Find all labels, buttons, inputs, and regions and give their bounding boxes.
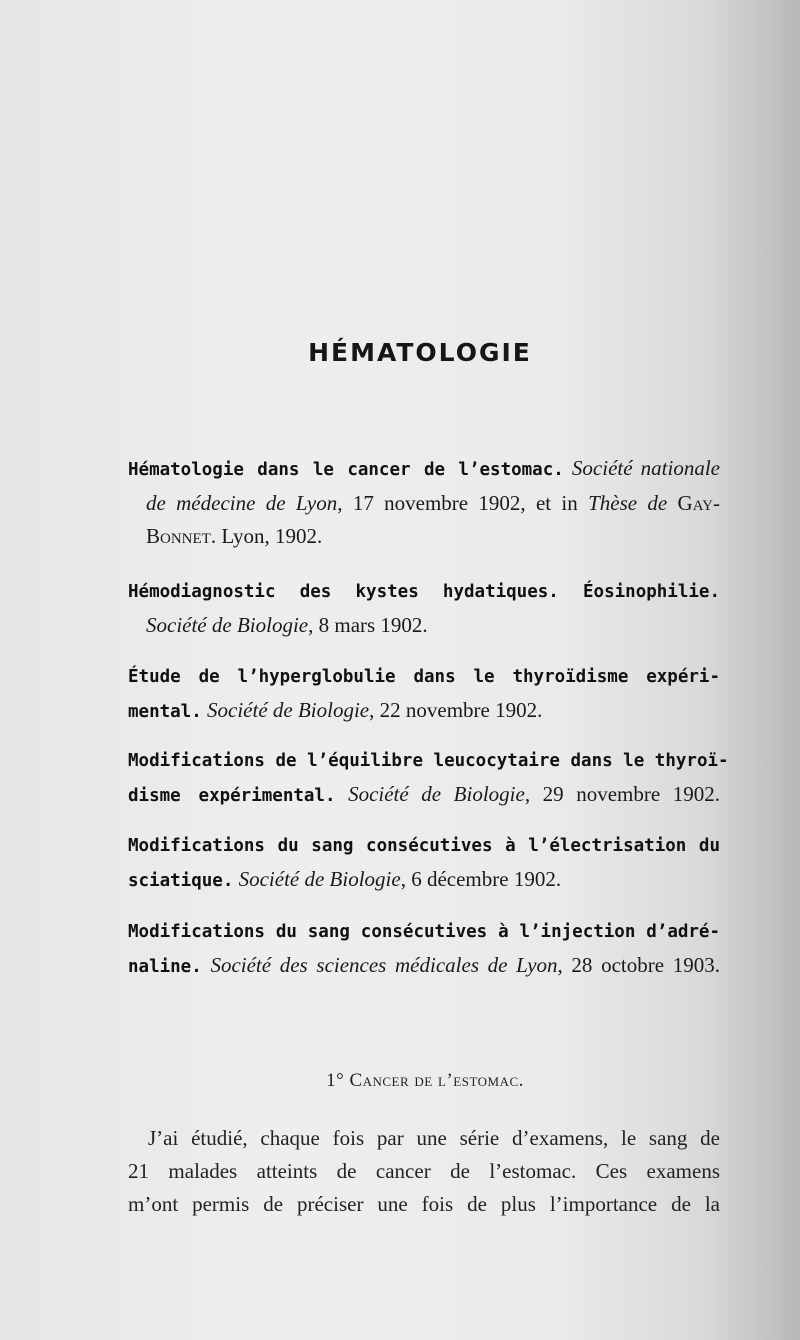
entry-text: , 22 novembre 1902. bbox=[369, 698, 543, 722]
bibliography-entry bbox=[128, 914, 720, 984]
entry-title: naline. bbox=[128, 957, 202, 977]
bibliography-entry bbox=[128, 659, 720, 729]
entry-venue: Société de Biologie bbox=[146, 613, 309, 637]
paragraph-line: m’ont permis de préciser une fois de plus l’importance de la bbox=[128, 1192, 720, 1216]
entry-text: , 29 novembre 1902. bbox=[524, 782, 720, 806]
entry-line bbox=[128, 609, 720, 642]
paragraph-line: 21 malades atteints de cancer de l’estomac. Ces examens bbox=[128, 1159, 720, 1183]
entry-line bbox=[128, 694, 720, 729]
bibliography-entry bbox=[128, 574, 720, 642]
entry-line bbox=[128, 659, 720, 694]
entry-venue: Société de Biologie bbox=[348, 782, 525, 806]
entry-title: Modifications du sang consécutives à l’injection d’adré- bbox=[128, 922, 720, 942]
entry-text: , 8 mars 1902. bbox=[308, 613, 428, 637]
entry-venue: Société nationale bbox=[571, 456, 720, 480]
bibliography-entry bbox=[128, 743, 729, 813]
entry-text: , 17 novembre 1902, et in bbox=[337, 491, 589, 515]
page-title: HÉMATOLOGIE bbox=[308, 338, 532, 367]
entry-venue: Société des sciences médicales de Lyon bbox=[210, 953, 558, 977]
entry-line bbox=[128, 914, 720, 949]
entry-venue: de médecine de Lyon bbox=[146, 491, 338, 515]
paragraph-line: J’ai étudié, chaque fois par une série d’examens, le sang de bbox=[148, 1126, 720, 1150]
entry-title: Hémodiagnostic des kystes hydatiques. Éosinophilie. bbox=[128, 582, 720, 602]
entry-venue: Thèse de bbox=[588, 491, 678, 515]
entry-line bbox=[128, 520, 720, 553]
entry-line bbox=[128, 574, 720, 609]
entry-venue: Société de Biologie bbox=[238, 867, 401, 891]
entry-title: Étude de l’hyperglobulie dans le thyroïdisme expéri- bbox=[128, 667, 720, 687]
entry-line bbox=[128, 828, 720, 863]
bibliography-entry bbox=[128, 828, 720, 898]
entry-title: Modifications de l’équilibre leucocytaire dans le thyroï- bbox=[128, 751, 729, 771]
bibliography-entry bbox=[128, 452, 720, 553]
entry-title: sciatique. bbox=[128, 871, 234, 891]
entry-title: disme expérimental. bbox=[128, 786, 336, 806]
entry-text: , 6 décembre 1902. bbox=[400, 867, 562, 891]
entry-venue: Société de Biologie bbox=[207, 698, 370, 722]
entry-line bbox=[128, 743, 729, 778]
entry-line bbox=[128, 778, 720, 813]
entry-title: mental. bbox=[128, 702, 202, 722]
entry-author: Gay- bbox=[677, 491, 720, 515]
entry-line bbox=[128, 452, 720, 487]
body-paragraph bbox=[128, 1122, 720, 1221]
entry-title: Hématologie dans le cancer de l’estomac. bbox=[128, 460, 564, 480]
entry-author: Bonnet bbox=[146, 524, 211, 548]
entry-line bbox=[128, 949, 720, 984]
entry-line bbox=[128, 487, 720, 520]
entry-text: . Lyon, 1902. bbox=[210, 524, 323, 548]
entry-text: , 28 octobre 1903. bbox=[557, 953, 720, 977]
entry-line bbox=[128, 863, 720, 898]
section-heading: 1° Cancer de l’estomac. bbox=[326, 1070, 524, 1091]
entry-title: Modifications du sang consécutives à l’électrisation du bbox=[128, 836, 720, 856]
